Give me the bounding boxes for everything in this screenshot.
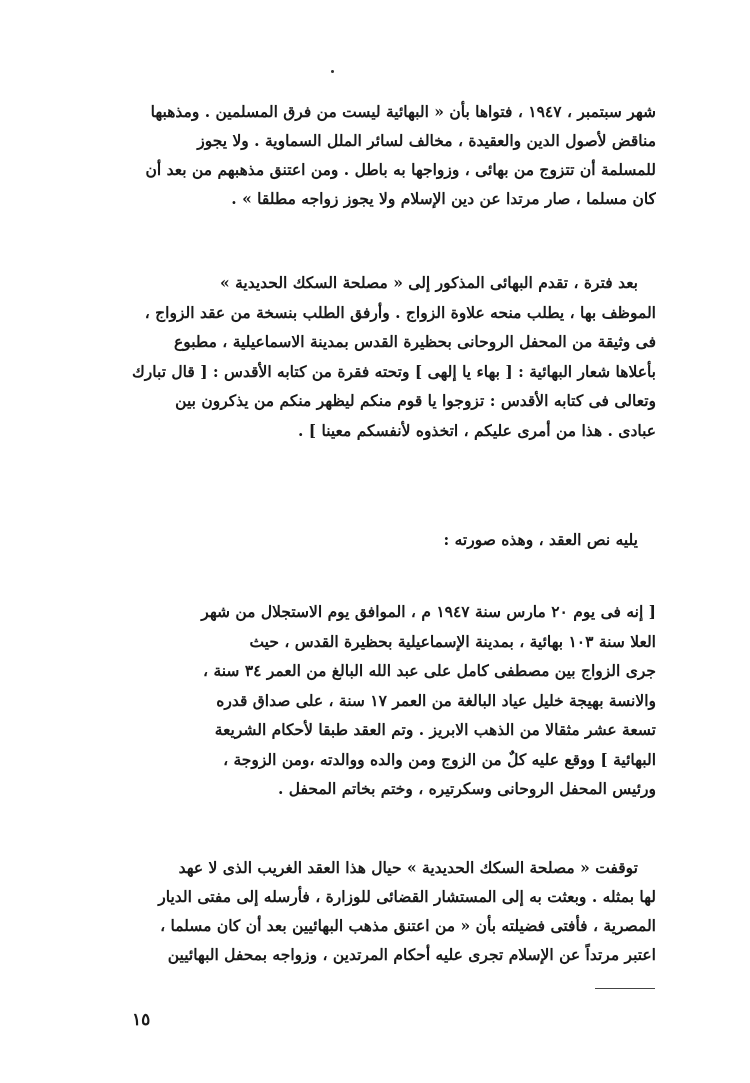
text-line: الموظف بها ، يطلب منحه علاوة الزواج . وأرفق الطلب بنسخة من عقد الزواج ، — [144, 302, 656, 322]
text-line: وتعالى فى كتابه الأقدس : تزوجوا يا قوم منكم ليظهر منكم من يذكرون بين — [175, 391, 656, 410]
footnote-rule — [595, 988, 655, 989]
text-line: للمسلمة أن تتزوج من بهائى ، وزواجها به باطل . ومن اعتنق مذهبهم من بعد أن — [145, 160, 656, 179]
paragraph-railway-response — [128, 853, 656, 969]
text-line: تسعة عشر مثقالا من الذهب الابريز . وتم العقد طبقا لأحكام الشريعة — [214, 720, 656, 739]
text-line: العلا سنة ١٠٣ بهائية ، بمدينة الإسماعيلية بحظيرة القدس ، حيث — [249, 631, 656, 651]
text-line: اعتبر مرتداً عن الإسلام تجرى عليه أحكام المرتدين ، وزواجه بمحفل البهائيين — [167, 945, 656, 964]
text-line: [ إنه فى يوم ٢٠ مارس سنة ١٩٤٧ م ، الموافق يوم الاستجلال من شهر — [201, 602, 656, 621]
paragraph-fatwa — [128, 97, 656, 213]
text-line: كان مسلما ، صار مرتدا عن دين الإسلام ولا يجوز زواجه مطلقا » . — [231, 189, 656, 208]
text-line: بعد فترة ، تقدم البهائى المذكور إلى « مصلحة السكك الحديدية » — [220, 273, 638, 292]
text-line: بأعلاها شعار البهائية : [ بهاء يا إلهى ] وتحته فقرة من كتابه الأقدس : [ قال تبارك — [132, 361, 656, 381]
text-line: والانسة بهيجة خليل عياد البالغة من العمر ١٧ سنة ، على صداق قدره — [216, 690, 656, 710]
text-line: شهر سبتمبر ، ١٩٤٧ ، فتواها بأن « البهائية ليست من فرق المسلمين . ومذهبها — [150, 102, 656, 121]
text-line: فى وثيقة من المحفل الروحانى بحظيرة القدس بمدينة الاسماعيلية ، مطبوع — [173, 332, 656, 351]
text-line: مناقض لأصول الدين والعقيدة ، مخالف لسائر الملل السماوية . ولا يجوز — [197, 131, 656, 150]
scan-speck — [331, 70, 334, 73]
paragraph-request — [128, 268, 656, 445]
text-line: البهائية ] ووقع عليه كلٌ من الزوج ومن والده ووالدته ،ومن الزوجة ، — [223, 749, 656, 769]
text-line: توقفت « مصلحة السكك الحديدية » حيال هذا العقد الغريب الذى لا عهد — [178, 858, 638, 877]
text-line: المصرية ، فأفتى فضيلته بأن « من اعتنق مذهب البهائيين بعد أن كان مسلما ، — [160, 916, 656, 935]
text-line: عبادى . هذا من أمرى عليكم ، اتخذوه لأنفسكم معينا ] . — [297, 420, 656, 440]
paragraph-contract — [128, 597, 656, 804]
page-number: ١٥ — [132, 1010, 151, 1030]
text-line: يليه نص العقد ، وهذه صورته : — [443, 530, 638, 549]
paragraph-intro — [128, 526, 656, 554]
text-line: ورئيس المحفل الروحانى وسكرتيره ، وختم بخاتم المحفل . — [277, 779, 656, 798]
text-line: لها بمثله . وبعثت به إلى المستشار القضائى للوزارة ، فأرسله إلى مفتى الديار — [158, 887, 656, 906]
text-line: جرى الزواج بين مصطفى كامل على عبد الله البالغ من العمر ٣٤ سنة ، — [203, 661, 656, 680]
